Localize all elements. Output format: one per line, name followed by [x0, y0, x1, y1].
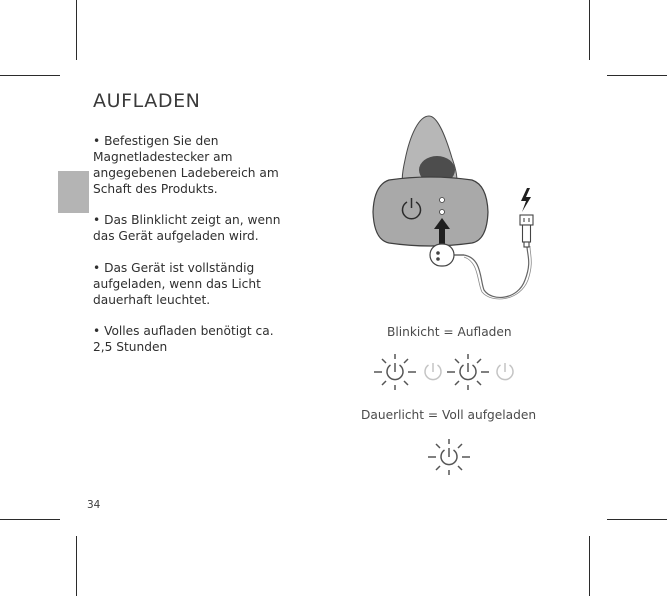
caption-blink: Blinkicht = Aufladen [387, 325, 512, 339]
instruction-paragraph-4: • Volles aufladen benötigt ca. 2,5 Stunden [93, 324, 274, 354]
page-number: 34 [87, 499, 101, 511]
instruction-paragraph-3: • Das Gerät ist vollständig aufgeladen, wenn das Licht dauerhaft leuchtet. [93, 261, 261, 307]
light-on-icon [428, 439, 470, 475]
instruction-paragraph-1: • Befestigen Sie den Magnetladestecker am angegebenen Ladebereich am Schaft des Produkts. [93, 134, 279, 196]
caption-steady: Dauerlicht = Voll aufgeladen [361, 408, 537, 422]
instruction-paragraph-2: • Das Blinklicht zeigt an, wenn das Gerät aufgeladen wird. [93, 213, 281, 243]
page-title: AUFLADEN [93, 90, 201, 112]
